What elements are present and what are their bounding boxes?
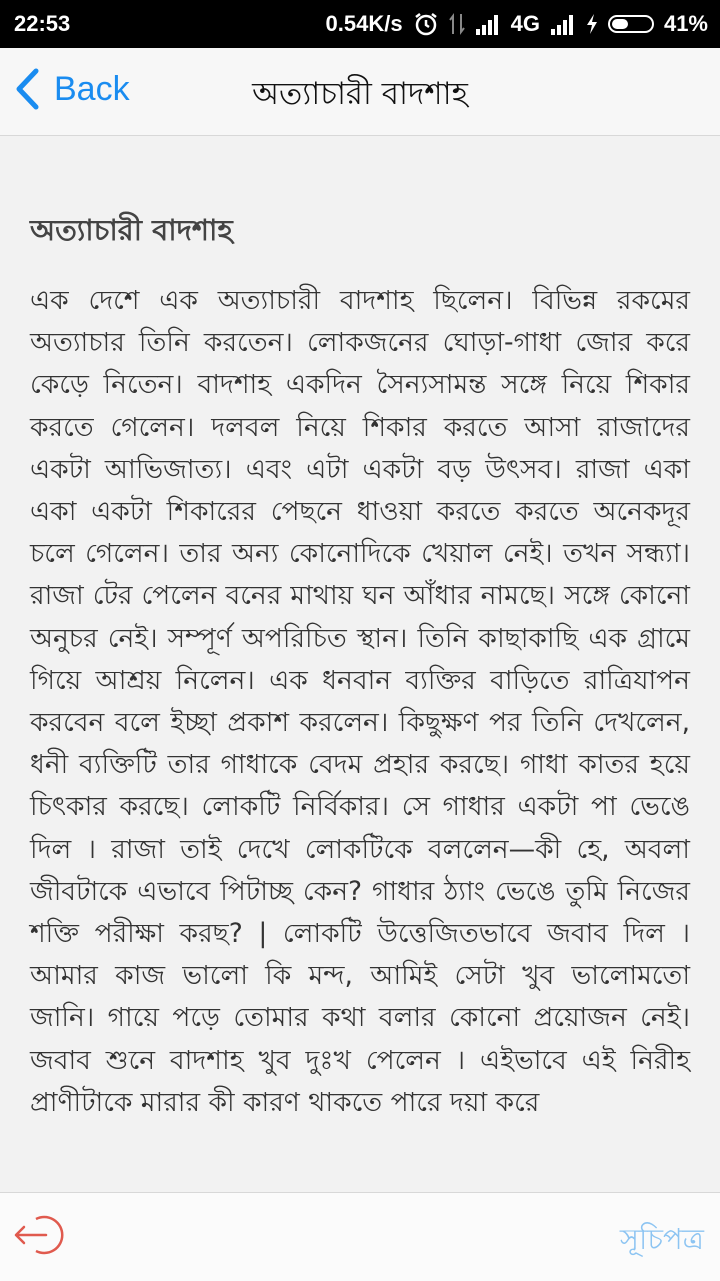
- status-bar: [0, 0, 720, 48]
- bottom-toolbar: [0, 1192, 720, 1281]
- article-body: এক দেশে এক অত্যাচারী বাদশাহ ছিলেন। বিভিন্ন রকমের অত্যাচার তিনি করতেন। লোকজনের ঘোড়া-গাধা জোর করে কেড়ে নিতেন। বাদশাহ একদিন সৈন্যসামন্ত সঙ্গে নিয়ে শিকার করতে গেলেন। দলবল নিয়ে শিকার করতে আসা রাজাদের একটা আভিজাত্য। এবং এটা একটা বড় উৎসব। রাজা একা একা একটা শিকারের পেছনে ধাওয়া করতে করতে অনেকদূর চলে গেলেন। তার অন্য কোনোদিকে খেয়াল নেই। তখন সন্ধ্যা। রাজা টের পেলেন বনের মাথায় ঘন আঁধার নামছে। সঙ্গে কোনো অনুচর নেই। সম্পূর্ণ অপরিচিত স্থান। তিনি কাছাকাছি এক গ্রামে গিয়ে আশ্রয় নিলেন। এক ধনবান ব্যক্তির বাড়িতে রাত্রিযাপন করবেন বলে ইচ্ছা প্রকাশ করলেন। কিছুক্ষণ পর তিনি দেখলেন, ধনী ব্যক্তিটি তার গাধাকে বেদম প্রহার করছে। গাধা কাতর হয়ে চিৎকার করছে। লোকটি নির্বিকার। সে গাধার একটা পা ভেঙে দিল । রাজা তাই দেখে লোকটিকে বললেন—কী হে, অবলা জীবটাকে এভাবে পিটাচ্ছ কেন? গাধার ঠ্যাং ভেঙে তুমি নিজের শক্তি পরীক্ষা করছ? | লোকটি উত্তেজিতভাবে জবাব দিল । আমার কাজ ভালো কি মন্দ, আমিই সেটা খুব ভালোমতো জানি। গায়ে পড়ে তোমার কথা বলার কোনো প্রয়োজন নেই। জবাব শুনে বাদশাহ খুব দুঃখ পেলেন । এইভাবে এই নিরীহ প্রাণীটাকে মারার কী কারণ থাকতে পারে দয়া করে: [30, 285, 690, 1118]
- status-time: 22:53: [14, 11, 71, 36]
- navigation-bar: [0, 48, 720, 136]
- signal-icon: [550, 13, 576, 35]
- table-of-contents-button[interactable]: সূচিপত্র: [619, 1222, 704, 1256]
- data-transfer-icon: [449, 12, 465, 36]
- exit-icon: [14, 1213, 66, 1257]
- battery-icon: [608, 15, 654, 33]
- back-label: Back: [54, 69, 130, 108]
- signal-icon: [475, 13, 501, 35]
- back-button[interactable]: [14, 68, 130, 110]
- status-right: [326, 11, 708, 37]
- chevron-left-icon: [14, 68, 40, 110]
- charging-icon: [586, 13, 598, 35]
- article-scroll-area[interactable]: [0, 136, 720, 1192]
- article-heading: অত্যাচারী বাদশাহ: [30, 213, 233, 247]
- battery-percent: 41%: [663, 11, 708, 36]
- page-title: অত্যাচারী বাদশাহ: [252, 76, 468, 112]
- exit-button[interactable]: [14, 1213, 66, 1257]
- network-type: 4G: [510, 11, 540, 36]
- network-speed: 0.54K/s: [325, 11, 403, 36]
- alarm-icon: [413, 11, 439, 37]
